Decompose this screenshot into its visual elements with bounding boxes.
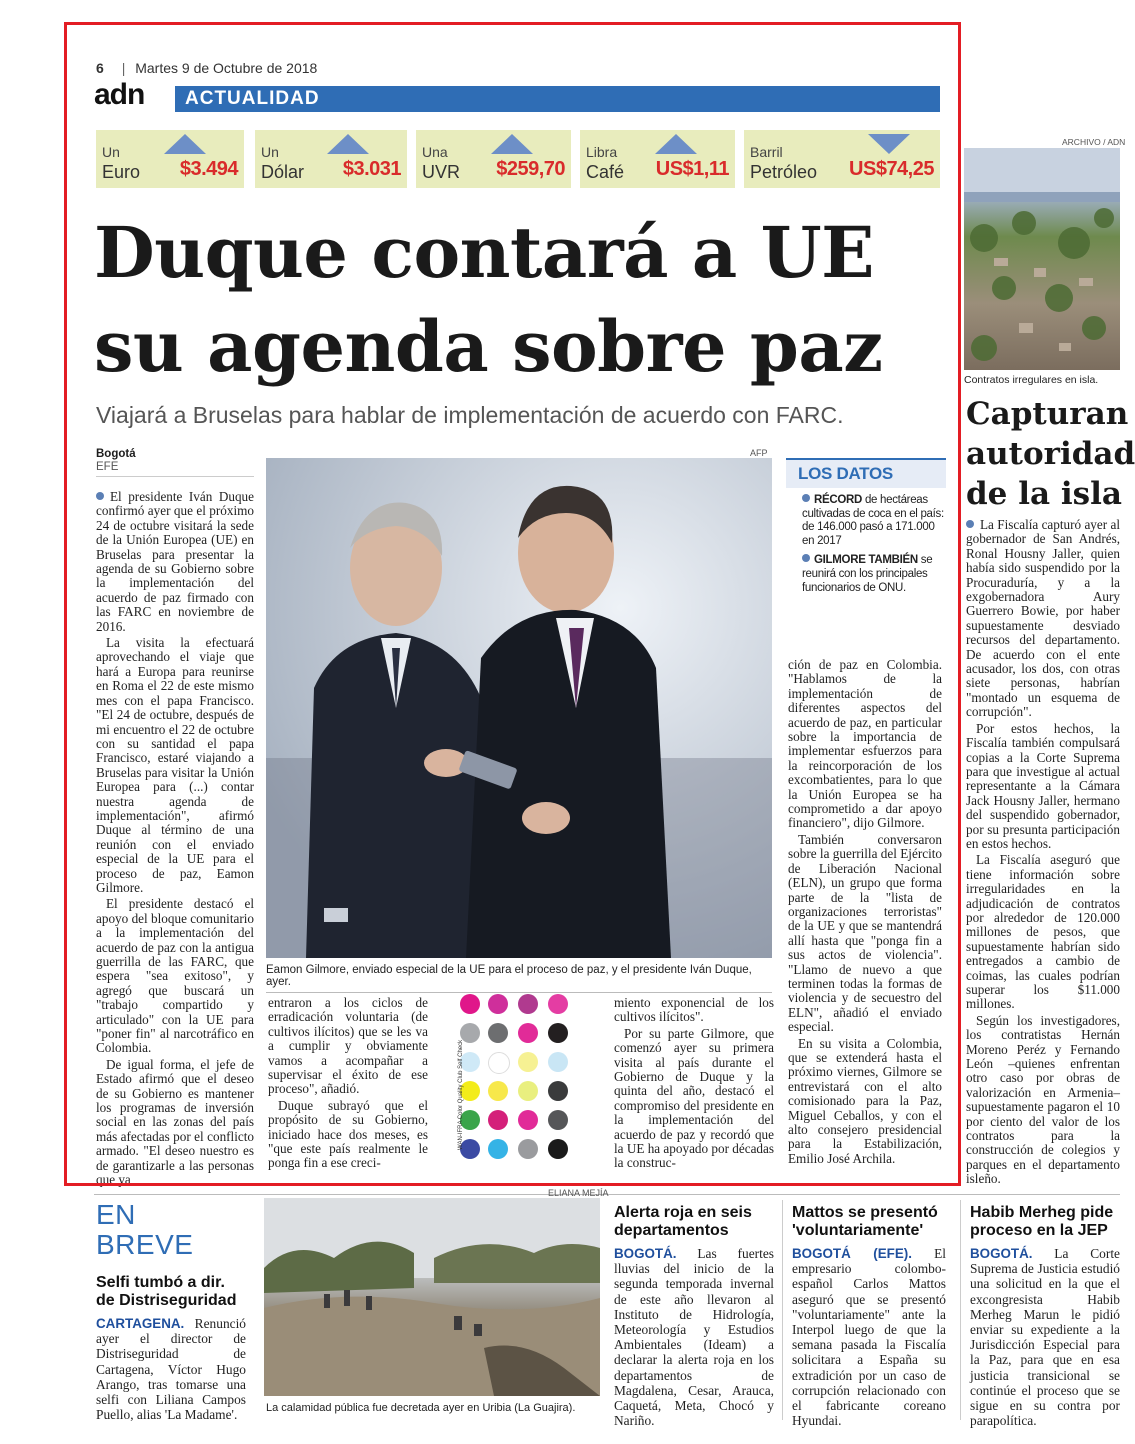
datos-item: GILMORE TAMBIÉN se reunirá con los principales funcionarios de ONU.: [802, 554, 933, 594]
color-swatch: [548, 1023, 568, 1043]
color-swatch: [488, 1081, 508, 1101]
bullet-icon: [96, 492, 104, 500]
article-column-4: ción de paz en Colombia. "Hablamos de la implementación de diferentes aspectos del acuerdo de paz, en particular sobre la importancia de implementar esfuerzos para la reincorporación de los excombatientes, para lo que la Unión Europea se ha comprometido a dar apoyo financiero", dijo Gilmore. También conversaron sobre la guerrilla del Ejército de Liberación Nacional (ELN), un grupo que forma parte de la "lista de organizaciones terroristas" de la UE y que se mantendrá allí hasta que "ponga fin a sus actos de violencia". "Llamo de nuevo a que terminen todas la formas de violencia y de secuestro del ELN", añadió el enviado especial. En su visita a Colombia, que se extenderá hasta el próximo viernes, Gilmore se entrevistará con el alto comisionado para la Paz, Miguel Ceballos, y con el alto consejero presidencial para la Estabilización, Emilio José Archila.: [788, 657, 942, 1166]
breve-item-3-title: Mattos se presentó 'voluntariamente': [792, 1204, 938, 1239]
breve-item-2-title: Alerta roja en seis departamentos: [614, 1204, 752, 1239]
color-quality-bar: [452, 990, 582, 1170]
arrow-up-icon: [655, 134, 697, 154]
ticker-label-2: UVR: [422, 162, 461, 182]
photo-illustration: [266, 458, 772, 958]
color-swatch: [518, 1052, 538, 1072]
side-photo: [964, 148, 1120, 370]
ticker-label-2: Café: [586, 162, 625, 182]
arrow-up-icon: [327, 134, 369, 154]
ticker-value: $3.031: [342, 158, 401, 180]
article-column-1: El presidente Iván Duque confirmó ayer que el próximo 24 de octubre visitará la sede de la Unión Europea (UE) en Bruselas para presentar la agenda de su Gobierno sobre la implementación del acuerdo de paz firmado con las FARC en noviembre de 2016. La visita la efectuará aprovechando el viaje que hará a Europa para reunirse en Roma el 22 de este mismo mes con el papa Francisco. "El 24 de octubre, después de mi encuentro el 22 de octubre con su santidad el papa Francisco, estaré viajando a Bruselas para visitar la Unión Europea para (...) contar nuestra agenda de implementación", afirmó Duque al término de una reunión con el enviado especial de la UE para el proceso de paz, Eamon Gilmore. El presidente destacó el apoyo del bloque comunitario a la implementación del acuerdo de paz con la antigua guerrilla de las FARC, que espera "sea exitoso", y agregó que buscará un "trabajo compartido y articulado" con la UE para "poner fin" al narcotráfico en Colombia. De igual forma, el jefe de Estado afirmó que el deseo de su Gobierno es mantener los programas de inversión social en las zonas del país más afectadas por el conflicto armado. "El deseo nuestro es de garantizarle a las personas que ya: [96, 489, 254, 1188]
ticker-label-1: Una: [422, 144, 448, 160]
breve-item-4-text: BOGOTÁ. La Corte Suprema de Justicia estudió una solicitud en la que el excongresista Habib Merheg Marun le pidió enviar su expediente a la Jurisdicción Especial para la Paz, para que en esa justicia transicional se continúe el proceso que se sigue en su contra por parapolítica.: [970, 1246, 1120, 1429]
ticker-item: [255, 130, 407, 188]
ticker-label-1: Barril: [750, 144, 783, 160]
side-body: La Fiscalía capturó ayer al gobernador de San Andrés, Ronal Housny Jaller, quien había sido suspendido por la Procuraduría, y a la exgobernadora Aury Guerrero Bowie, por haber supuestamente desviado recursos del departamento. De acuerdo con el ente acusador, los dos, con otras siete personas, habrían "montado un esquema de corrupción". Por estos hechos, la Fiscalía también compulsará copias a la Corte Suprema para que investigue al actual representante a la Cámara Jack Housny Jaller, hermano del suspendido gobernador, por su presunta participación en estos hechos. La Fiscalía aseguró que tiene información sobre irregularidades en la adjudicación de contratos por alrededor de 120.000 millones de pesos, que supuestamente habrían sido entregados a cambio de coimas, las cuales podrían superar los $11.000 millones. Según los investigadores, los contratistas Hernán Moreno Peréz y Fernando León –quienes enfrentan otro caso por obras de valorización en Armenia– supuestamente pagaron el 10 por ciento del valor de los contratos para la construcción de colegios y parques en el departamento isleño.: [966, 517, 1120, 1187]
color-swatch: [488, 1023, 508, 1043]
color-swatch: [488, 994, 508, 1014]
page-date: Martes 9 de Octubre de 2018: [135, 60, 318, 76]
dateline: [96, 448, 254, 477]
dateline-city: Bogotá: [96, 448, 136, 460]
bullet-icon: [802, 554, 810, 562]
ticker-value: US$74,25: [849, 158, 934, 180]
datos-box: [786, 458, 946, 595]
arrow-up-icon: [164, 134, 206, 154]
ticker-label-2: Petróleo: [750, 162, 818, 182]
flood-illustration: [264, 1198, 600, 1396]
breve-photo-credit: ELIANA MEJÍA: [548, 1188, 609, 1198]
color-swatch: [548, 1081, 568, 1101]
breve-item-3-text: BOGOTÁ (EFE). El empresario colombo-español Carlos Mattos aseguró que se presentó "voluntariamente" ante la Interpol luego de que la semana pasada la Fiscalía solicitara a España su extradición por un caso de corrupción relacionado con el fabricante coreano Hyundai.: [792, 1246, 947, 1429]
breve-photo-caption: La calamidad pública fue decretada ayer en Uribia (La Guajira).: [266, 1402, 576, 1414]
side-photo-credit: ARCHIVO / ADN: [1062, 137, 1126, 147]
bullet-icon: [966, 520, 974, 528]
color-swatch: [488, 1110, 508, 1130]
section-banner: [175, 86, 940, 112]
color-check-label: WAN-IFRA Color Quality Club Self Check: [458, 1039, 464, 1150]
ticker-label-2: Dólar: [261, 162, 305, 182]
datos-item: RÉCORD de hectáreas cultivadas de coca en el país: de 146.000 pasó a 171.000 en 2017: [802, 494, 944, 547]
dateline-agency: EFE: [96, 461, 119, 473]
breve-sep: [782, 1200, 783, 1420]
color-swatch: [548, 994, 568, 1014]
brand-logo: adn: [94, 78, 145, 111]
article-column-2: entraron a los ciclos de erradicación voluntaria (de cultivos ilícitos) que se les va a cumplir y obviamente vamos a acompañar a supervisar el éxito de ese proceso", añadió. Duque subrayó que el propósito de su Gobierno, iniciado hace dos meses, es "que este país realmente le ponga fin a ese creci-: [268, 995, 428, 1171]
datos-title: LOS DATOS: [786, 458, 946, 488]
breve-item-1-text: CARTAGENA. Renunció ayer el director de Distriseguridad de Cartagena, Víctor Hugo Arango, tras tomarse una selfi con Liliana Campos Puello, alias 'La Madame'.: [96, 1316, 246, 1423]
ticker-label-2: Euro: [102, 162, 141, 182]
breve-photo: [264, 1198, 600, 1396]
side-headline: Capturan autoridad de la isla: [966, 396, 1135, 512]
arrow-down-icon: [868, 134, 910, 154]
main-headline: [94, 206, 954, 394]
ticker-label-1: Libra: [586, 144, 618, 160]
color-swatch: [548, 1052, 568, 1072]
ticker-value: US$1,11: [655, 158, 729, 180]
headline-line-2: su agenda sobre paz: [94, 305, 883, 388]
ticker-label-1: Un: [261, 144, 279, 160]
color-swatch: [488, 1052, 510, 1074]
color-swatch: [488, 1139, 508, 1159]
bullet-icon: [802, 494, 810, 502]
ticker-item: [744, 130, 940, 188]
ticker-label-1: Un: [102, 144, 120, 160]
ticker-value: $3.494: [179, 158, 238, 180]
ticker-item: [96, 130, 244, 188]
photo-caption: Eamon Gilmore, enviado especial de la UE para el proceso de paz, y el presidente Iván Duque, ayer.: [266, 964, 772, 993]
color-swatch: [518, 1110, 538, 1130]
color-swatch: [518, 994, 538, 1014]
color-swatch: [518, 1081, 538, 1101]
color-swatch: [548, 1110, 568, 1130]
subheadline: Viajará a Bruselas para hablar de implementación de acuerdo con FARC.: [96, 402, 844, 428]
arrow-up-icon: [491, 134, 533, 154]
color-swatch: [548, 1139, 568, 1159]
breve-label: EN BREVE: [96, 1199, 194, 1260]
breve-item-2-text: BOGOTÁ. Las fuertes lluvias del inicio de la segunda temporada invernal de este año llevaron al Instituto de Hidrología, Meteorología y Estudios Ambientales (Ideam) a declarar la alerta roja en los departamentos de Magdalena, Cesar, Arauca, Caquetá, Meta, Chocó y Nariño.: [614, 1246, 774, 1429]
main-photo: [266, 458, 772, 958]
ticker-item: [416, 130, 571, 188]
color-swatch: [518, 1139, 538, 1159]
article-column-3: miento exponencial de los cultivos ilícitos". Por su parte Gilmore, que comenzó ayer su primera visita al país durante el Gobierno de Duque y la quinta del año, destacó el compromiso del presidente en la implementación del acuerdo de paz y recordó que la UE ha apoyado por décadas la construc-: [614, 995, 775, 1171]
headline-line-1: Duque contará a UE: [94, 211, 874, 294]
color-swatch: [518, 1023, 538, 1043]
section-label: ACTUALIDAD: [185, 88, 320, 109]
page-number: 6: [96, 60, 104, 76]
ticker-item: [580, 130, 735, 188]
breve-item-4-title: Habib Merheg pide proceso en la JEP: [970, 1204, 1114, 1239]
breve-item-1-title: Selfi tumbó a dir. de Distriseguridad: [96, 1274, 237, 1309]
photo-credit: AFP: [750, 448, 768, 458]
ticker-value: $259,70: [496, 158, 565, 180]
breve-sep: [960, 1200, 961, 1420]
page-header: 6 | Martes 9 de Octubre de 2018: [96, 60, 318, 76]
side-photo-caption: Contratos irregulares en isla.: [964, 374, 1099, 386]
aerial-town-illustration: [964, 148, 1120, 370]
